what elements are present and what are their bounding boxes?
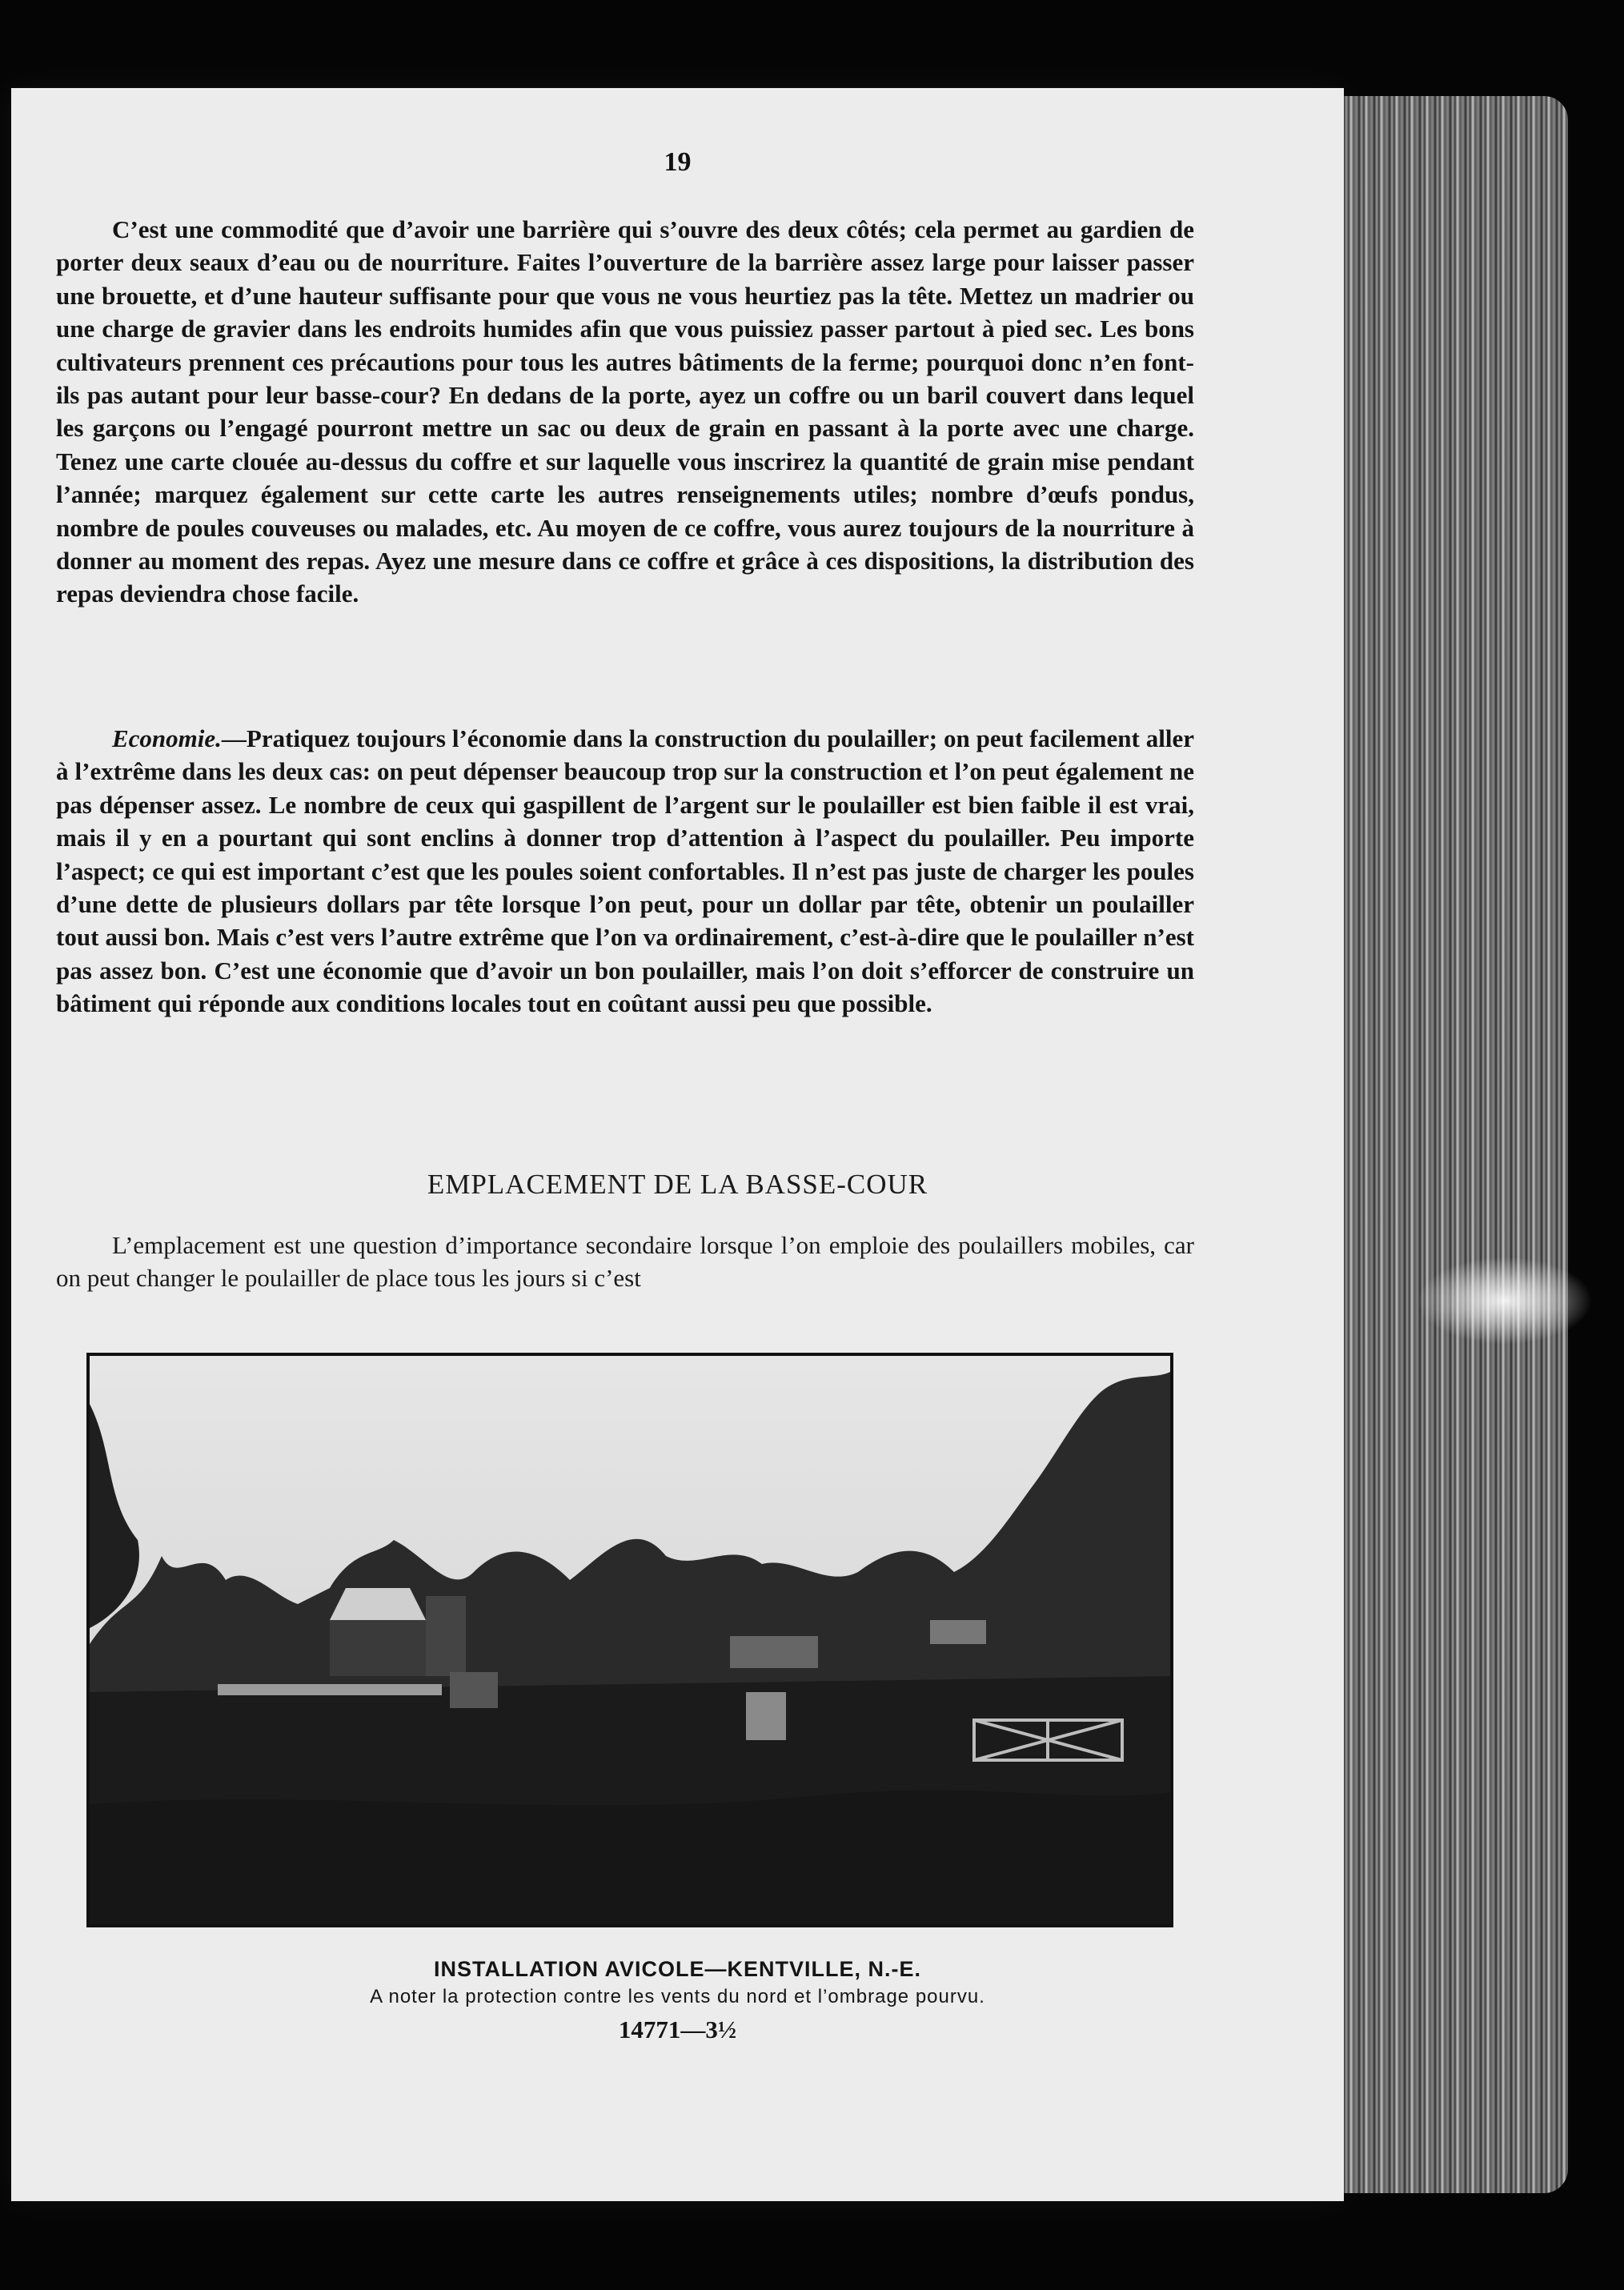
light-glare: [1417, 1257, 1593, 1345]
print-code: 14771—3½: [618, 2015, 737, 2043]
farm-photograph: [86, 1353, 1173, 1927]
figure-caption-title: INSTALLATION AVICOLE—KENTVILLE, N.-E.: [434, 1957, 921, 1981]
section-heading: EMPLACEMENT DE LA BASSE-COUR: [427, 1169, 928, 1200]
paragraph-gate: C’est une commodité que d’avoir une barrière qui s’ouvre des deux côtés; cela permet au gardien de porter deux seaux d’eau ou de nourriture. Faites l’ouverture de la barrière assez large pour laisser passer une brouette, et d’une hauteur suffisante pour que vous ne vous heurtiez pas la tête. Mettez un madrier ou une charge de gravier dans les endroits humides afin que vous puissiez passer partout à pied sec. Les bons cultivateurs prennent ces précautions pour tous les autres bâtiments de la ferme; pourquoi donc n’en font-ils pas autant pour leur basse-cour? En dedans de la porte, ayez un coffre ou un baril couvert dans lequel les garçons ou l’engagé pourront mettre un sac ou deux de grain en passant à la porte avec une charge. Tenez une carte clouée au-dessus du coffre et sur laquelle vous inscrirez la quantité de grain mise pendant l’année; marquez également sur cette carte les autres renseignements utiles; nombre d’œufs pondus, nombre de poules couveuses ou malades, etc. Au moyen de ce coffre, vous aurez toujours de la nourriture à donner au moment des repas. Ayez une mesure dans ce coffre et grâce à ces dispositions, la distribution des repas deviendra chose facile.: [56, 215, 1194, 608]
page-number: 19: [664, 147, 692, 177]
book-page: [11, 88, 1344, 2201]
figure-caption-subtitle: A noter la protection contre les vents du nord et l’ombrage pourvu.: [370, 1986, 985, 2007]
paragraph-economie-body: —Pratiquez toujours l’économie dans la construction du poulailler; on peut facilement aller à l’extrême dans les deux cas: on peut dépenser beaucoup trop sur la construction et l’on peut également ne pas dépenser assez. Le nombre de ceux qui gaspillent de l’argent sur le poulailler est bien faible il est vrai, mais il y en a pourtant qui sont enclins à donner trop d’attention à l’aspect du poulailler. Peu importe l’aspect; ce qui est important c’est que les poules soient confortables. Il n’est pas juste de charger les poules d’une dette de plusieurs dollars par tête lorsque l’on peut, pour un dollar par tête, obtenir un poulailler tout aussi bon. Mais c’est vers l’autre extrême que l’on va ordinairement, c’est-à-dire que le poulailler n’est pas assez bon. C’est une économie que d’avoir un bon poulailler, mais l’on doit s’efforcer de construire un bâtiment qui réponde aux conditions locales tout en coûtant aussi peu que possible.: [56, 724, 1194, 1018]
photo-illustration: [90, 1356, 1170, 1924]
paragraph-economie: [56, 722, 1194, 1021]
book-page-edges: [1344, 96, 1568, 2193]
paragraph-lead-economie: Economie.: [112, 724, 222, 752]
paragraph-emplacement: L’emplacement est une question d’importance secondaire lorsque l’on emploie des poulaillers mobiles, car on peut changer le poulailler de place tous les jours si c’est: [56, 1231, 1194, 1293]
